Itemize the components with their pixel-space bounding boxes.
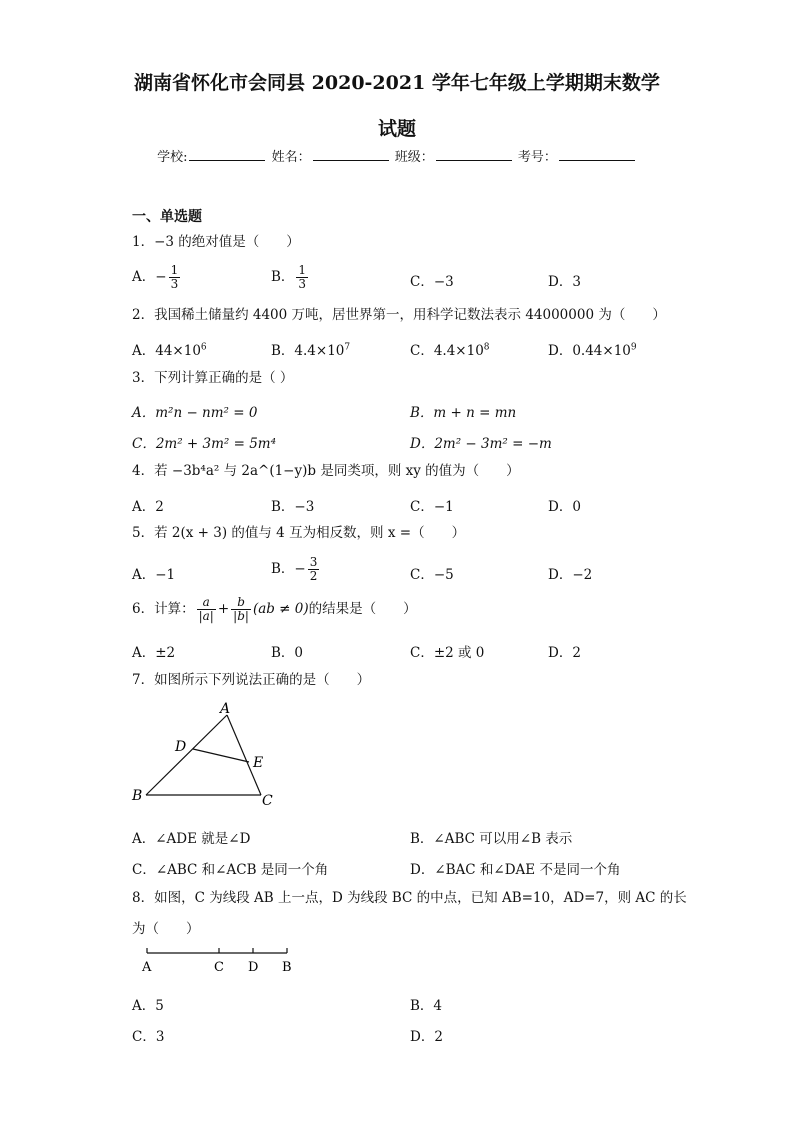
q2-option-b[interactable] <box>271 339 350 359</box>
q6-option-b[interactable]: B．0 <box>271 645 304 661</box>
exam-title-line2: 试题 <box>377 118 416 140</box>
q7-option-c[interactable]: C．∠ABC 和∠ACB 是同一个角 <box>132 862 329 878</box>
q2-option-c[interactable] <box>410 339 490 359</box>
examno-blank[interactable] <box>559 148 635 161</box>
q4-option-d[interactable]: D．0 <box>548 499 581 515</box>
q3-stem: 3．下列计算正确的是（ ） <box>132 370 294 386</box>
q2-a-exp: 6 <box>200 342 207 353</box>
q8-stem-line2: 为（ ） <box>132 921 200 937</box>
q1-stem: 1．−3 的绝对值是（ ） <box>132 234 300 250</box>
q8-option-d[interactable]: D．2 <box>410 1029 443 1045</box>
q2-stem: 2．我国稀土储量约 4400 万吨，居世界第一，用科学记数法表示 44000000 为（ ） <box>132 307 666 323</box>
q6-condition: (ab ≠ 0) <box>252 601 309 617</box>
q1-option-c[interactable]: C．−3 <box>410 274 454 290</box>
class-blank[interactable] <box>436 148 512 161</box>
q8-option-a[interactable]: A．5 <box>132 998 164 1014</box>
q7-option-a[interactable]: A．∠ADE 就是∠D <box>132 831 251 847</box>
name-blank[interactable] <box>313 148 389 161</box>
q2-d-exp: 9 <box>630 342 637 353</box>
q6-frac-a-den: |a| <box>198 609 214 623</box>
q2-b-exp: 7 <box>344 342 351 353</box>
q6-frac-b-den: |b| <box>233 609 249 623</box>
q6-stem <box>132 596 417 623</box>
label-c: C <box>262 793 273 809</box>
q4-stem: 4．若 −3b⁴a² 与 2a^(1−y)b 是同类项，则 xy 的值为（ ） <box>132 463 520 479</box>
q1-option-a[interactable] <box>132 264 182 291</box>
point-a: A <box>142 960 152 975</box>
label-b: B <box>132 788 143 804</box>
q1-b-frac <box>296 264 308 291</box>
segment-figure <box>135 943 305 977</box>
triangle-figure <box>125 695 295 815</box>
label-e: E <box>253 755 264 771</box>
segment-ab <box>146 715 227 795</box>
student-info-row <box>0 146 794 165</box>
q2-b-base: B．4.4×10 <box>271 343 345 359</box>
exam-title-line1: 湖南省怀化市会同县 2020-2021 学年七年级上学期期末数学 <box>134 72 660 94</box>
q3-option-b[interactable]: B．m + n = mn <box>410 405 517 421</box>
q1-b-num: 1 <box>298 263 307 277</box>
q3-option-a[interactable]: A．m²n − nm² = 0 <box>132 405 258 421</box>
q2-a-base: A．44×10 <box>132 343 201 359</box>
class-label: 班级： <box>394 150 434 165</box>
q4-option-b[interactable]: B．−3 <box>271 499 315 515</box>
q5-b-num: 3 <box>309 555 318 569</box>
q3-option-c[interactable]: C．2m² + 3m² = 5m⁴ <box>132 436 277 452</box>
q4-option-a[interactable]: A．2 <box>132 499 164 515</box>
q1-a-prefix: A．− <box>132 269 167 285</box>
q7-stem: 7．如图所示下列说法正确的是（ ） <box>132 672 371 688</box>
examno-label: 考号： <box>517 150 557 165</box>
q6-frac-a <box>197 596 216 623</box>
q7-option-d[interactable]: D．∠BAC 和∠DAE 不是同一个角 <box>410 862 621 878</box>
q1-option-d[interactable]: D．3 <box>548 274 581 290</box>
label-a: A <box>220 701 231 717</box>
q5-b-den: 2 <box>309 569 318 583</box>
q1-option-b[interactable] <box>271 264 310 291</box>
q5-option-c[interactable]: C．−5 <box>410 567 454 583</box>
q5-stem: 5．若 2(x + 3) 的值与 4 互为相反数，则 x =（ ） <box>132 525 466 541</box>
point-b: B <box>282 960 292 975</box>
q5-b-frac <box>308 556 320 583</box>
q6-option-a[interactable]: A．±2 <box>132 645 176 661</box>
q8-option-c[interactable]: C．3 <box>132 1029 165 1045</box>
label-d: D <box>175 739 187 755</box>
section-heading: 一、单选题 <box>132 209 202 225</box>
school-blank[interactable] <box>189 148 265 161</box>
q7-option-b[interactable]: B．∠ABC 可以用∠B 表示 <box>410 831 573 847</box>
q2-c-exp: 8 <box>483 342 490 353</box>
q6-frac-b <box>231 596 251 623</box>
q2-option-a[interactable] <box>132 339 207 359</box>
q1-b-den: 3 <box>298 277 307 291</box>
q4-option-c[interactable]: C．−1 <box>410 499 454 515</box>
q5-option-a[interactable]: A．−1 <box>132 567 176 583</box>
q1-a-den: 3 <box>170 277 179 291</box>
q1-a-num: 1 <box>170 263 179 277</box>
q6-frac-b-num: b <box>231 596 251 610</box>
q3-option-d[interactable]: D．2m² − 3m² = −m <box>410 436 552 452</box>
q8-stem-line1: 8．如图，C 为线段 AB 上一点，D 为线段 BC 的中点，已知 AB=10，AD=7，则 AC 的长 <box>132 890 687 906</box>
q1-a-frac <box>169 264 181 291</box>
point-c: C <box>214 960 224 975</box>
q2-c-base: C．4.4×10 <box>410 343 484 359</box>
q1-b-prefix: B． <box>271 269 295 285</box>
name-label: 姓名： <box>271 150 311 165</box>
point-d: D <box>248 960 259 975</box>
school-label: 学校: <box>157 150 188 165</box>
q6-option-d[interactable]: D．2 <box>548 645 581 661</box>
q6-plus: + <box>217 601 230 617</box>
q6-frac-a-num: a <box>197 596 216 610</box>
q5-option-b[interactable] <box>271 556 321 583</box>
q6-option-c[interactable]: C．±2 或 0 <box>410 645 485 661</box>
q6-stem-suffix: 的结果是（ ） <box>308 601 417 617</box>
segment-de <box>193 749 249 762</box>
q2-option-d[interactable] <box>548 339 637 359</box>
q8-option-b[interactable]: B．4 <box>410 998 443 1014</box>
q6-stem-prefix: 6．计算： <box>132 601 195 617</box>
q5-b-prefix: B．− <box>271 561 306 577</box>
q2-d-base: D．0.44×10 <box>548 343 631 359</box>
q5-option-d[interactable]: D．−2 <box>548 567 593 583</box>
